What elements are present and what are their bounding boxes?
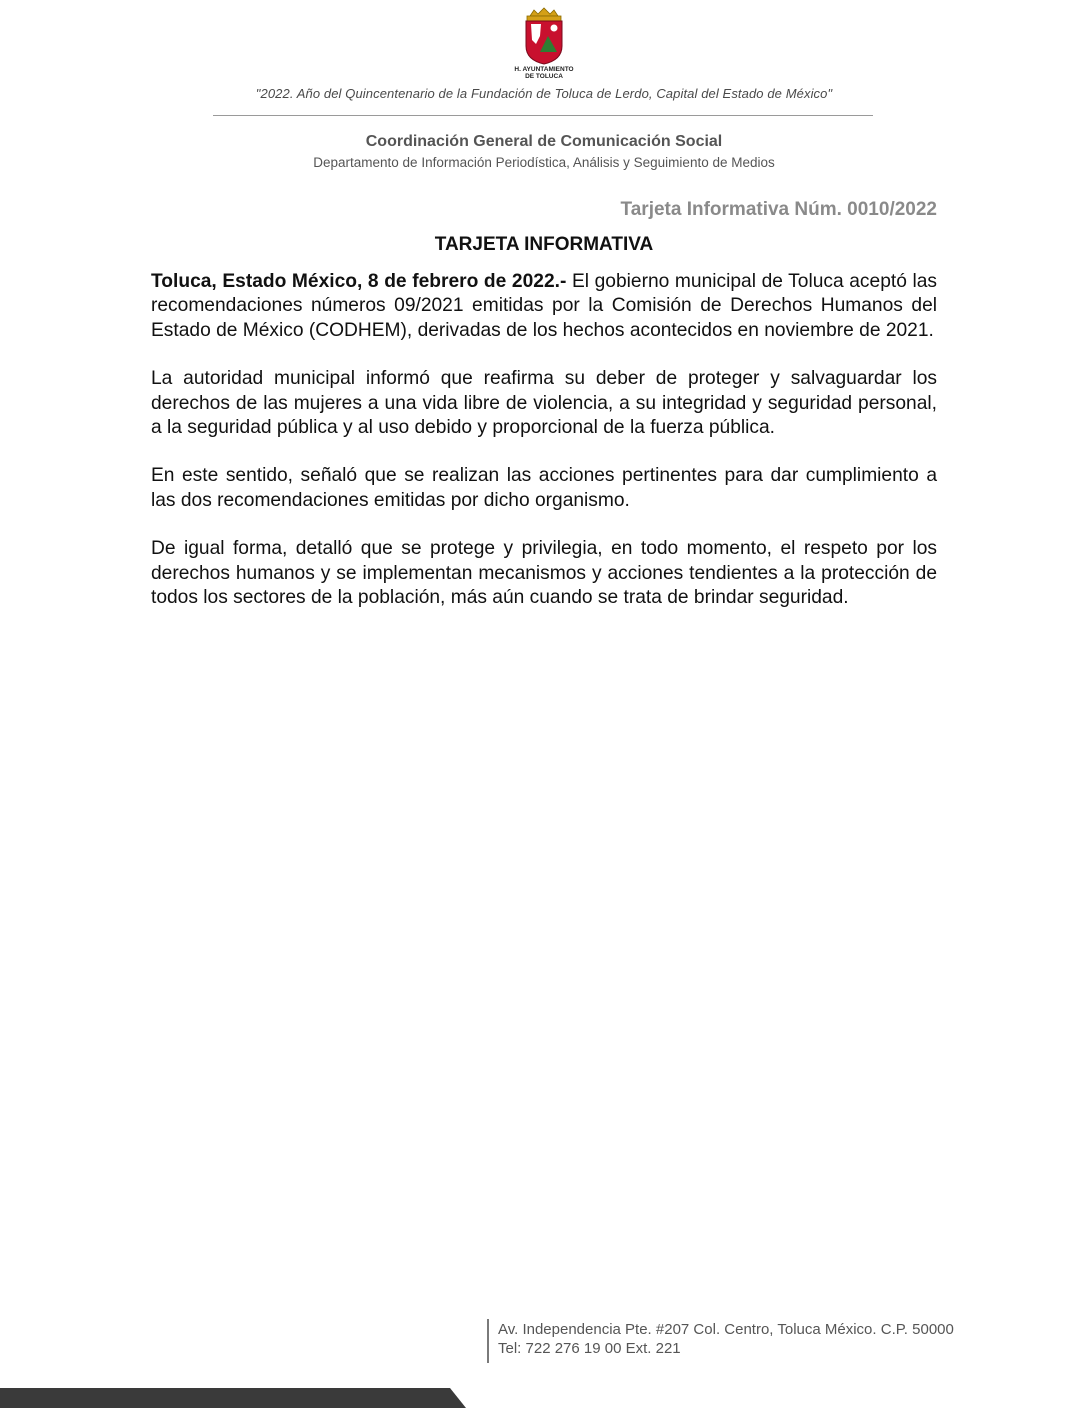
header-divider [213,115,873,116]
org-title: Coordinación General de Comunicación Social [365,133,723,150]
org-subtitle: Departamento de Información Periodística, Análisis y Seguimiento de Medios [313,155,775,170]
dateline: Toluca, Estado México, 8 de febrero de 2022.- [151,271,567,292]
bottom-decor-band [0,1388,466,1408]
paragraph-1-text: El gobierno municipal de Toluca aceptó las recomendaciones números 09/2021 emitidas por la Comisión de Derechos Humanos del Estado de México (CODHEM), derivadas de los hechos acontecidos en noviembre de 2021. [151,271,938,341]
card-number: Tarjeta Informativa Núm. 0010/2022 [620,199,937,220]
document-title: TARJETA INFORMATIVA [434,234,654,255]
footer-phone: Tel: 722 276 19 00 Ext. 221 [498,1340,681,1357]
paragraph-1 [151,270,937,343]
logo-caption-line1: H. AYUNTAMIENTO [514,66,574,73]
year-motto: "2022. Año del Quincentenario de la Fundación de Toluca de Lerdo, Capital del Estado de México" [255,86,833,101]
municipal-logo [500,6,588,82]
document-body [151,270,937,634]
municipal-coat-of-arms-icon [500,6,588,66]
paragraph-2: La autoridad municipal informó que reafirma su deber de proteger y salvaguardar los derechos de las mujeres a una vida libre de violencia, a su integridad y seguridad personal, a la seguridad pública y al uso debido y proporcional de la fuerza pública. [151,368,937,439]
footer-address: Av. Independencia Pte. #207 Col. Centro, Toluca México. C.P. 50000 [498,1321,954,1338]
paragraph-4: De igual forma, detalló que se protege y privilegia, en todo momento, el respeto por los derechos humanos y se implementan mecanismos y acciones tendientes a la protección de todos los sectores de la población, más aún cuando se trata de brindar seguridad. [151,538,937,609]
logo-caption-line2: DE TOLUCA [525,73,563,80]
paragraph-3: En este sentido, señaló que se realizan las acciones pertinentes para dar cumplimiento a las dos recomendaciones emitidas por dicho organismo. [151,465,937,511]
footer-divider [487,1319,489,1363]
